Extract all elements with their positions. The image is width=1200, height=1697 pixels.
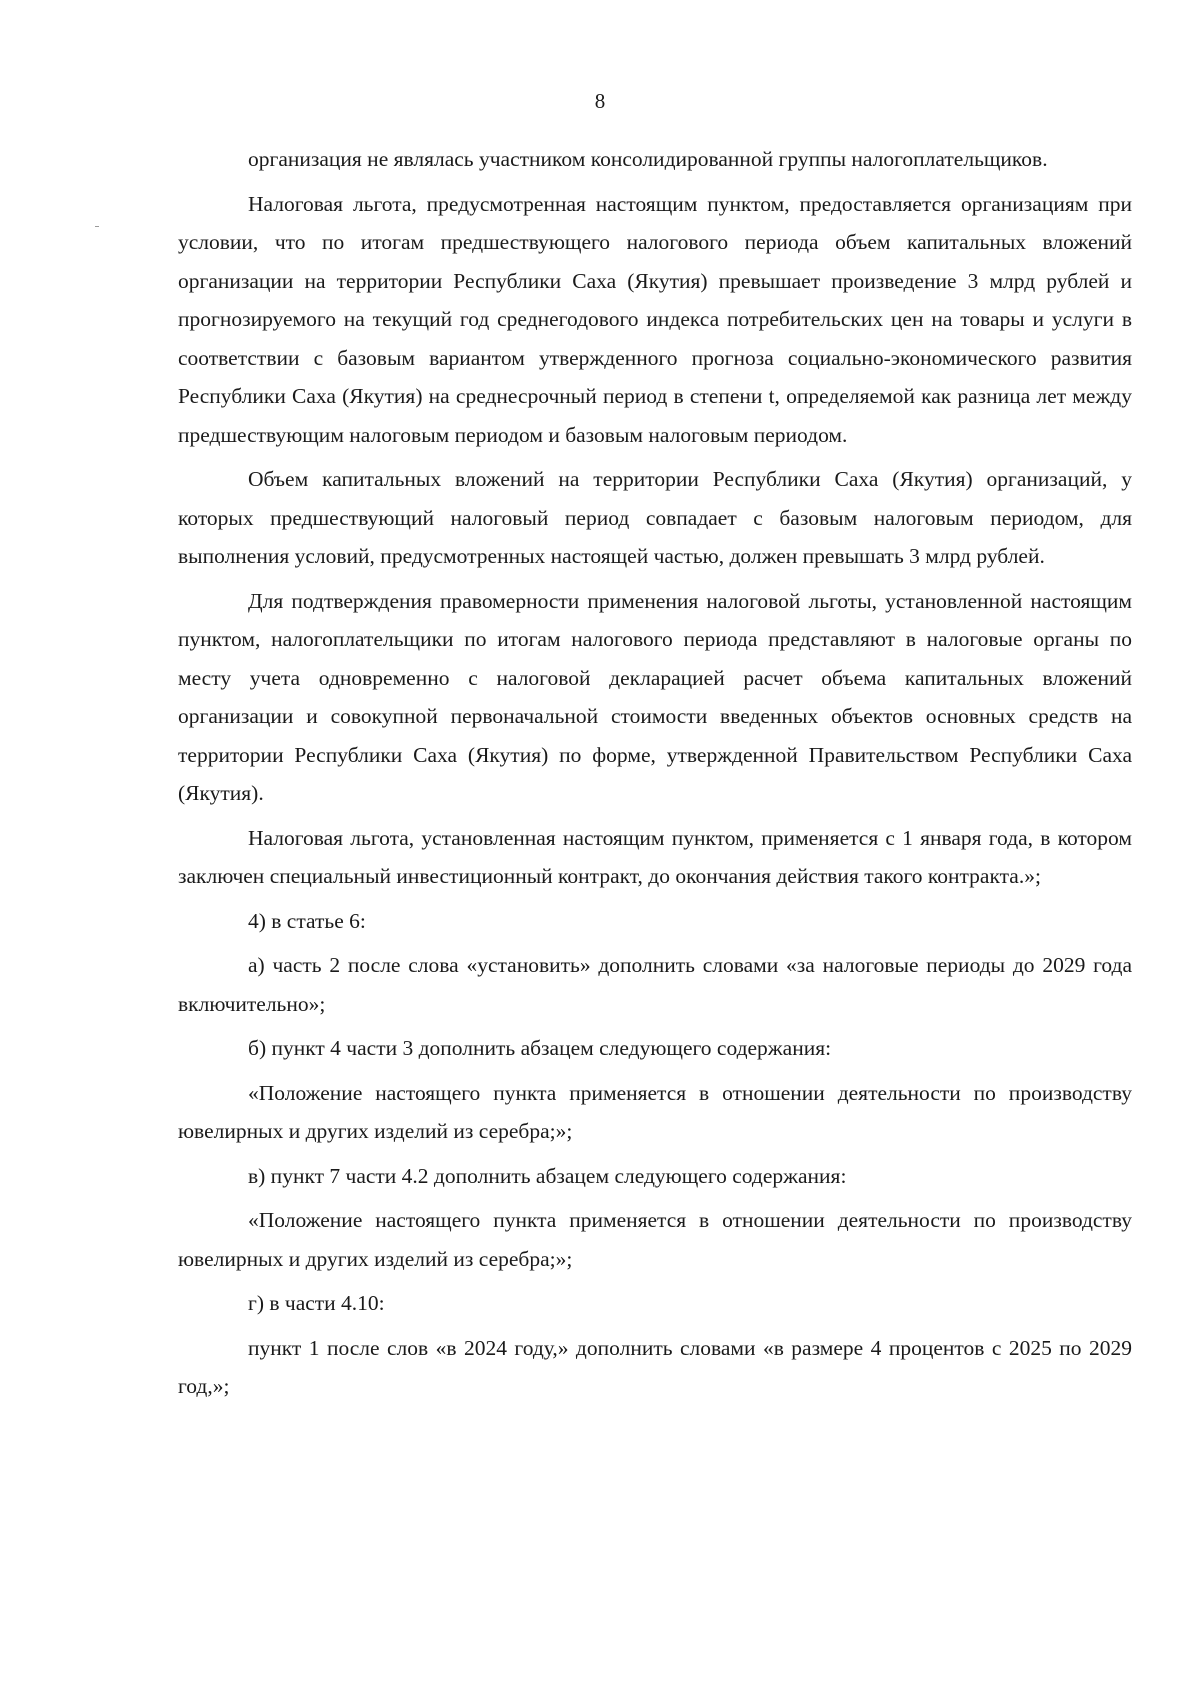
document-body [178,140,1132,1412]
paragraph-subitem-b: б) пункт 4 части 3 дополнить абзацем следующего содержания: [248,1036,832,1060]
paragraph-subitem-a: а) часть 2 после слова «установить» дополнить словами «за налоговые периоды до 2029 года включительно»; [178,953,1132,1016]
paragraph-item-4: 4) в статье 6: [248,908,366,933]
scan-artifact [95,226,99,227]
paragraph-quote-2: «Положение настоящего пункта применяется в отношении деятельности по производству ювелирных и других изделий из серебра;»; [178,1208,1132,1271]
paragraph-confirmation: Для подтверждения правомерности применения налоговой льготы, установленной настоящим пунктом, налогоплательщики по итогам налогового периода представляют в налоговые органы по месту учета одновременно с налоговой декларацией расчет объема капитальных вложений организации и совокупной первоначальной стоимости введенных объектов основных средств на территории Республики Саха (Якутия) по форме, утвержденной Правительством Республики Саха (Якутия). [178,588,1132,805]
paragraph-tax-benefit-condition: Налоговая льгота, предусмотренная настоящим пунктом, предоставляется организациям при условии, что по итогам предшествующего налогового периода объем капитальных вложений организации на территории Республики Саха (Якутия) превышает произведение 3 млрд рублей и прогнозируемого на текущий год среднегодового индекса потребительских цен на товары и услуги в соответствии с базовым вариантом утвержденного прогноза социально-экономического развития Республики Саха (Якутия) на среднесрочный период в степени t, определяемой как разница лет между предшествующим налоговым периодом и базовым налоговым периодом. [178,191,1132,447]
paragraph-quote-1: «Положение настоящего пункта применяется в отношении деятельности по производству ювелирных и других изделий из серебра;»; [178,1080,1132,1143]
paragraph-benefit-application: Налоговая льгота, установленная настоящим пунктом, применяется с 1 января года, в котором заключен специальный инвестиционный контракт, до окончания действия такого контракта.»; [178,825,1132,888]
page-number: 8 [594,89,606,113]
paragraph-subitem-v: в) пункт 7 части 4.2 дополнить абзацем следующего содержания: [248,1163,847,1188]
paragraph-capital-investment-volume: Объем капитальных вложений на территории Республики Саха (Якутия) организаций, у которых предшествующий налоговый период совпадает с базовым налоговым периодом, для выполнения условий, предусмотренных настоящей частью, должен превышать 3 млрд рублей. [178,467,1132,568]
paragraph-continuation: организация не являлась участником консолидированной группы налогоплательщиков. [248,147,1048,171]
paragraph-subitem-g: г) в части 4.10: [248,1291,385,1315]
paragraph-point-1: пункт 1 после слов «в 2024 году,» дополнить словами «в размере 4 процентов с 2025 по 2029 год,»; [178,1335,1132,1398]
